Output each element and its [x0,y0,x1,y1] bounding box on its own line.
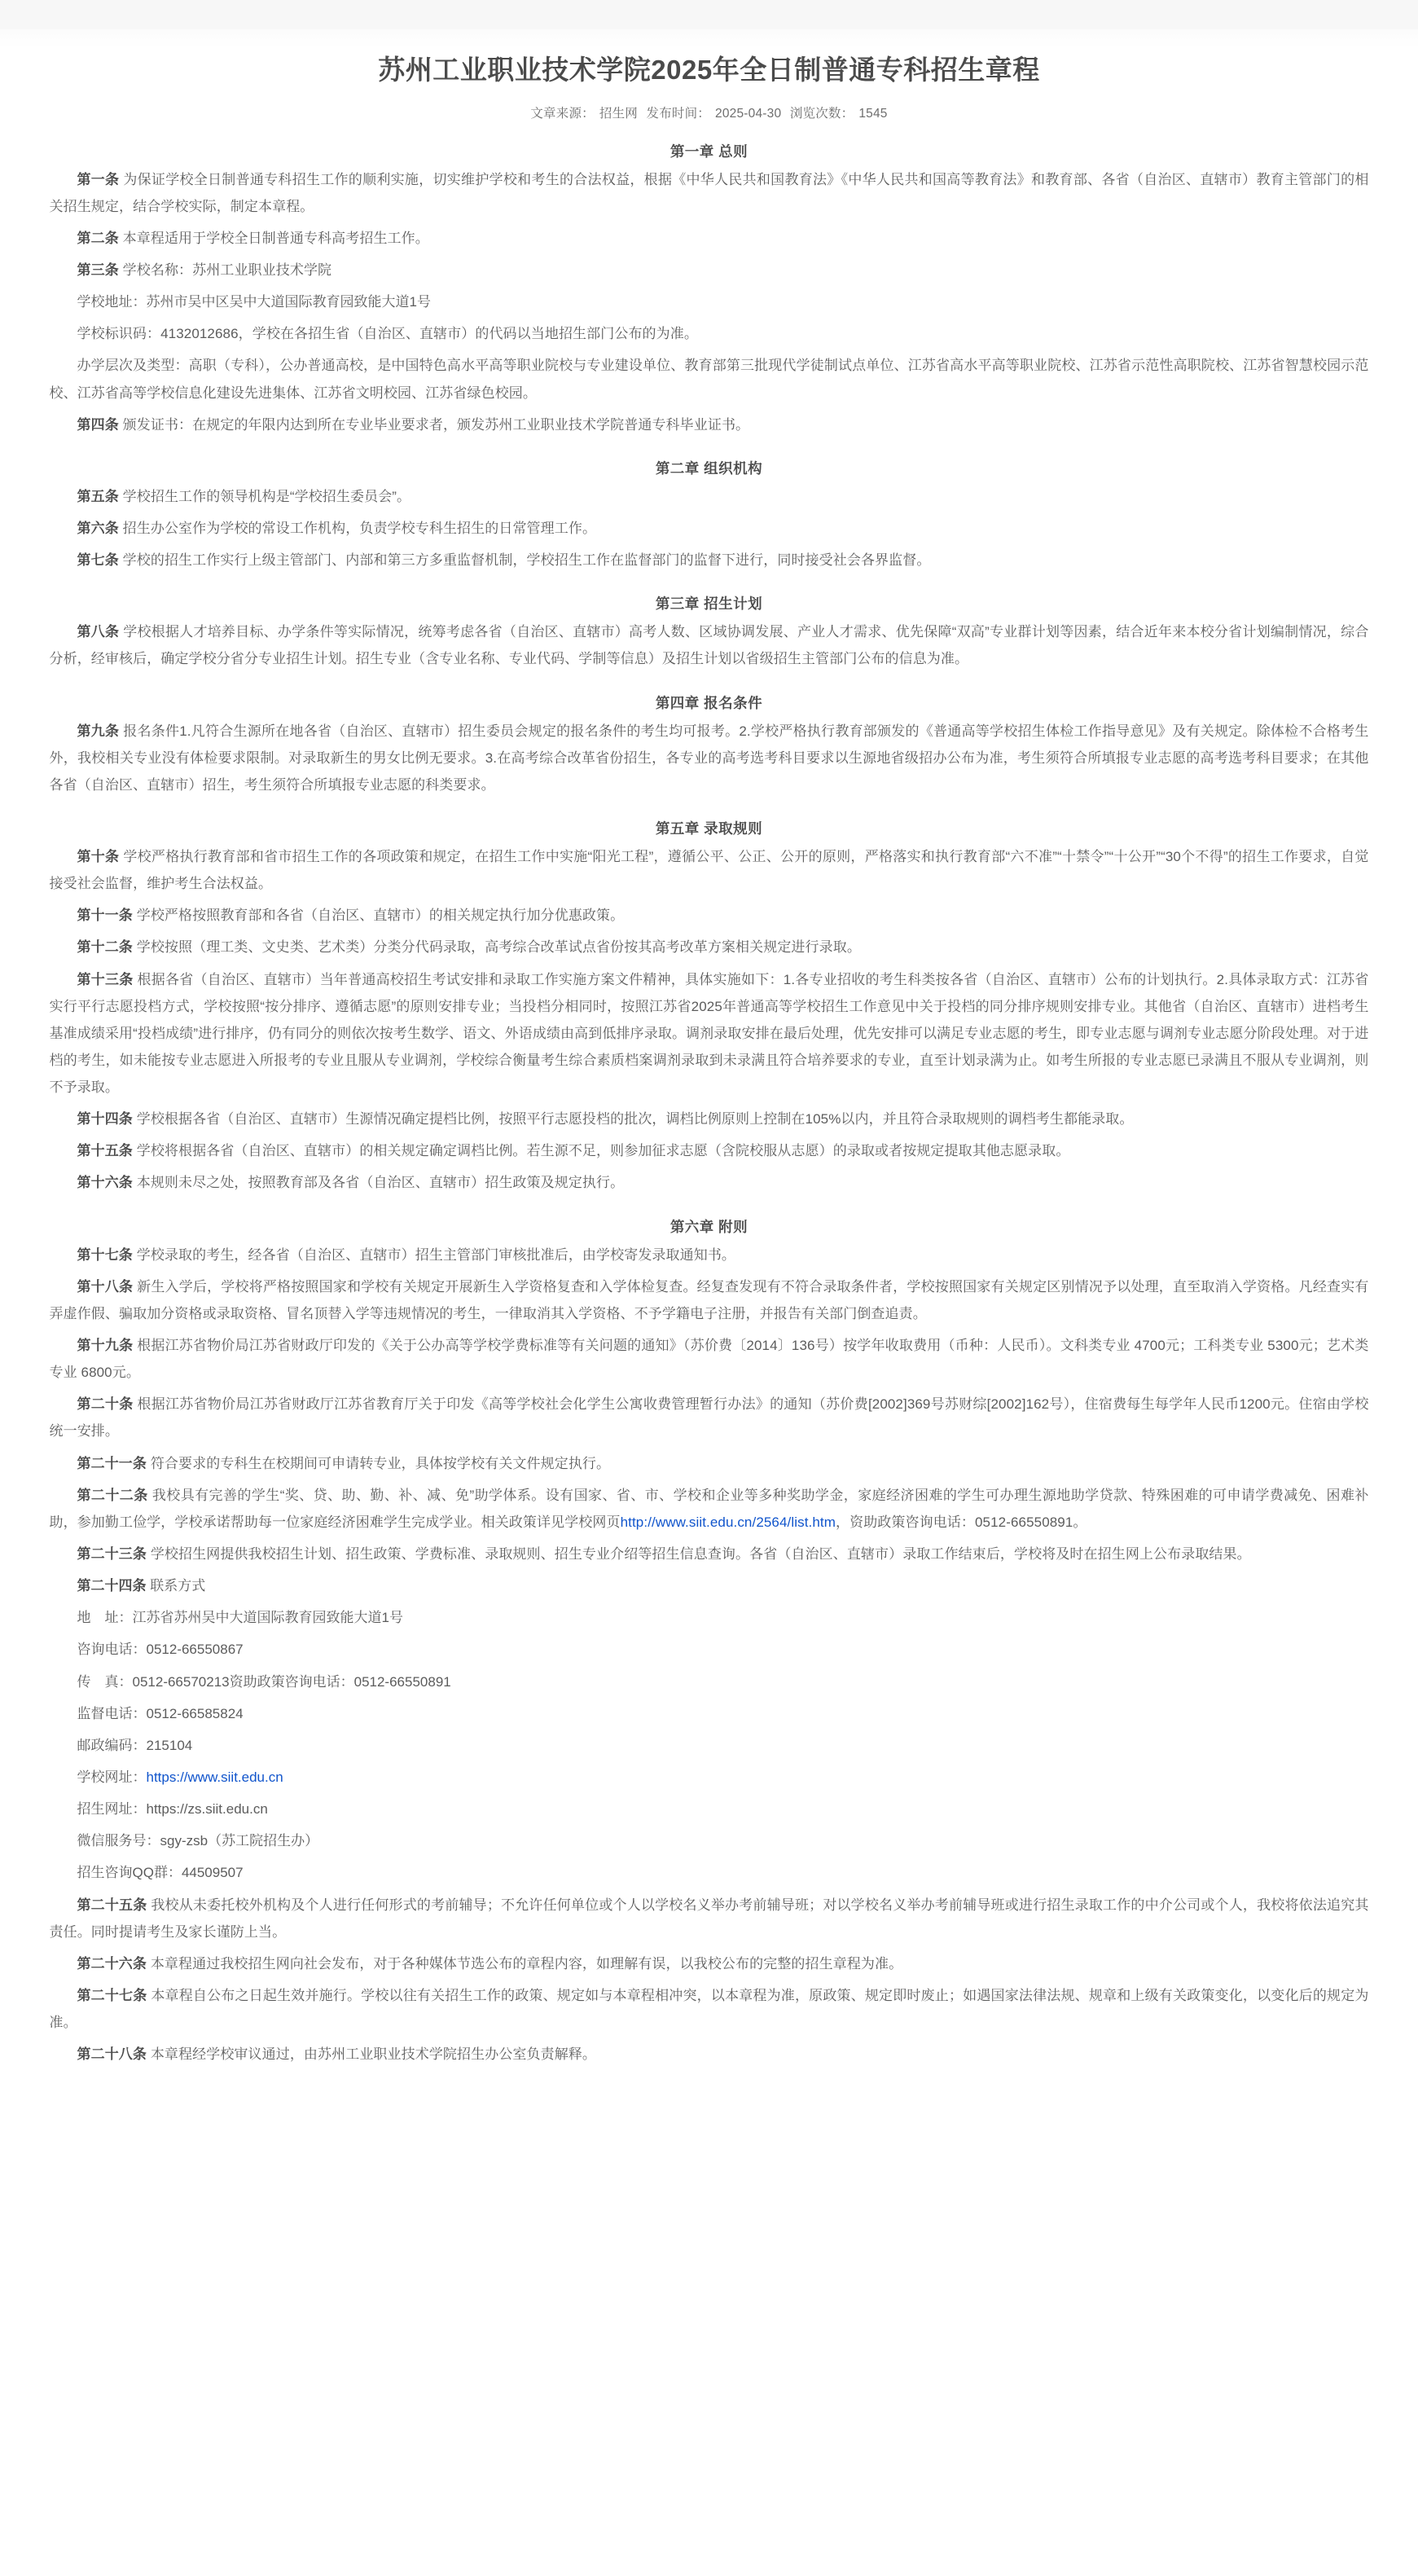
article-20-text: 根据江苏省物价局江苏省财政厅江苏省教育厅关于印发《高等学校社会化学生公寓收费管理暂行办法》的通知（苏价费[2002]369号苏财综[2002]162号），住宿费每生每学年人民币1200元。住宿由学校统一安排。 [49,1396,1369,1440]
article-1 [50,166,1369,220]
article-19-label: 第十九条 [77,1338,134,1354]
article-8-label: 第八条 [77,624,120,640]
article-10-text: 学校严格执行教育部和省市招生工作的各项政策和规定，在招生工作中实施“阳光工程”，遵循公平、公正、公开的原则，严格落实和执行教育部“六不准”“十禁令”“十公开”“30个不得”的招生工作要求，自觉接受社会监督，维护考生合法权益。 [49,848,1369,892]
school-address-line: 学校地址：苏州市吴中区吴中大道国际教育园致能大道1号 [77,294,431,310]
meta-published-label: 发布时间： [646,106,711,121]
financial-aid-policy-link[interactable]: http://www.siit.edu.cn/2564/list.htm [620,1514,836,1530]
article-11-label: 第十一条 [77,908,133,924]
school-code-line: 学校标识码：4132012686，学校在各招生省（自治区、直辖市）的代码以当地招生部门公布的为准。 [77,326,698,342]
page-title: 苏州工业职业技术学院2025年全日制普通专科招生章程 [378,55,1040,85]
article-18-text: 新生入学后，学校将严格按照国家和学校有关规定开展新生入学资格复查和入学体检复查。经复查发现有不符合录取条件者，学校按照国家有关规定区别情况予以处理，直至取消入学资格。凡经查实有弄虚作假、骗取加分资格或录取资格、冒名顶替入学等违规情况的考生，一律取消其入学资格、不予学籍电子注册，并报告有关部门倒查追责。 [49,1278,1369,1321]
article-17 [50,1242,1369,1268]
article-22-text-part-2: ，资助政策咨询电话：0512-66550891。 [836,1514,1087,1530]
meta-source-value: 招生网 [599,106,638,121]
article-15-label: 第十五条 [77,1143,133,1159]
article-10-label: 第十条 [77,848,120,864]
article-7-text: 学校的招生工作实行上级主管部门、内部和第三方多重监督机制，学校招生工作在监督部门的监督下进行，同时接受社会各界监督。 [122,552,931,569]
chapter-heading-2: 第二章 组织机构 [655,459,763,477]
article-26-label: 第二十六条 [77,1955,147,1972]
chapter-heading-3: 第三章 招生计划 [655,596,763,613]
contact-qq-group: 招生咨询QQ群：44509507 [77,1865,244,1881]
article-28-label: 第二十八条 [77,2046,147,2063]
article-13-text: 根据各省（自治区、直辖市）当年普通高校招生考试安排和录取工作实施方案文件精神，具体实施如下：1.各专业招收的考生科类按各省（自治区、直辖市）公布的计划执行。2.具体录取方式：江苏省实行平行志愿投档方式，学校按照“按分排序、遵循志愿”的原则安排专业；当投档分相同时，按照江苏省2025年普通高等学校招生工作意见中关于投档的同分排序规则安排专业。其他省（自治区、直辖市）进档考生基准成绩采用“投档成绩”进行排序，仍有同分的则依次按考生数学、语文、外语成绩由高到低排序录取。调剂录取安排在最后处理，优先安排可以满足专业志愿的考生，即专业志愿与调剂专业志愿分阶段处理。对于进档的考生，如未能按专业志愿进入所报考的专业且服从专业调剂，学校综合衡量考生综合素质档案调剂录取到未录满且符合培养要求的专业，直至计划录满为止。如考生所报的专业志愿已录满且不服从专业调剂，则不予录取。 [49,971,1369,1096]
meta-views-label: 浏览次数： [789,106,854,121]
article-12-label: 第十二条 [77,939,133,956]
article-14-text: 学校根据各省（自治区、直辖市）生源情况确定提档比例，按照平行志愿投档的批次，调档比例原则上控制在105%以内，并且符合录取规则的调档考生都能录取。 [136,1111,1134,1128]
article-24-text: 联系方式 [150,1578,206,1594]
article-12-text: 学校按照（理工类、文史类、艺术类）分类分代码录取，高考综合改革试点省份按其高考改革方案相关规定进行录取。 [136,939,861,956]
article-9-text: 报名条件1.凡符合生源所在地各省（自治区、直辖市）招生委员会规定的报名条件的考生均可报考。2.学校严格执行教育部颁发的《普通高等学校招生体检工作指导意见》及有关规定。除体检不合格考生外，我校相关专业没有体检要求限制。对录取新生的男女比例无要求。3.在高考综合改革省份招生，各专业的高考选考科目要求以生源地省级招办公布为准，考生须符合所填报专业志愿的高考选考科目要求；在其他各省（自治区、直辖市）招生，考生须符合所填报专业志愿的科类要求。 [49,723,1369,793]
page-top-strip [0,0,1418,29]
article-26-text: 本章程通过我校招生网向社会发布，对于各种媒体节选公布的章程内容，如理解有误，以我校公布的完整的招生章程为准。 [150,1955,903,1972]
article-6 [50,515,1369,542]
meta-views-value: 1545 [858,106,888,121]
article-20 [50,1391,1369,1444]
article-22-label: 第二十二条 [77,1487,148,1503]
article-3 [50,257,1369,284]
article-19 [50,1332,1369,1386]
article-25-label: 第二十五条 [77,1897,147,1913]
article-17-label: 第十七条 [77,1246,133,1263]
chapter-heading-1: 第一章 总则 [669,143,749,160]
article-2-text: 本章程适用于学校全日制普通专科高考招生工作。 [122,230,429,246]
contact-supervise-tel: 监督电话：0512-66585824 [77,1705,244,1721]
article-18-label: 第十八条 [77,1278,134,1295]
meta-published-value: 2025-04-30 [715,106,782,121]
article-28 [50,2041,1369,2068]
article-5 [50,483,1369,510]
article-11-text: 学校严格按照教育部和各省（自治区、直辖市）的相关规定执行加分优惠政策。 [136,908,625,924]
article-2 [50,225,1369,252]
article-14-label: 第十四条 [77,1111,133,1128]
article-19-text: 根据江苏省物价局江苏省财政厅印发的《关于公办高等学校学费标准等有关问题的通知》（苏价费〔2014〕136号）按学年收取费用（币种：人民币）。文科类专业 4700元；工科类专业 5300元；艺术类专业 6800元。 [49,1338,1369,1381]
article-6-label: 第六条 [77,520,119,536]
article-4 [50,411,1369,438]
article-2-label: 第二条 [77,230,119,246]
article-25 [50,1892,1369,1945]
article-9 [50,718,1369,798]
article-16-text: 本规则未尽之处，按照教育部及各省（自治区、直辖市）招生政策及规定执行。 [136,1175,625,1191]
article-8 [50,618,1369,672]
article-16-label: 第十六条 [77,1175,133,1191]
article-1-text: 为保证学校全日制普通专科招生工作的顺利实施，切实维护学校和考生的合法权益，根据《中华人民共和国教育法》《中华人民共和国高等教育法》和教育部、各省（自治区、直辖市）教育主管部门的相关招生规定，结合学校实际，制定本章程。 [49,171,1369,214]
article-24-label: 第二十四条 [77,1578,147,1594]
article-7 [50,547,1369,574]
article-5-label: 第五条 [77,488,119,504]
article-28-text: 本章程经学校审议通过，由苏州工业职业技术学院招生办公室负责解释。 [150,2046,597,2063]
article-16 [50,1169,1369,1196]
contact-school-website [50,1764,1369,1791]
contact-postcode: 邮政编码：215104 [77,1737,193,1753]
school-level-line: 办学层次及类型：高职（专科），公办普通高校，是中国特色高水平高等职业院校与专业建设单位、教育部第三批现代学徒制试点单位、江苏省高水平高等职业院校、江苏省示范性高职院校、江苏省智慧校园示范校、江苏省高等学校信息化建设先进集体、江苏省文明校园、江苏省绿色校园。 [49,358,1369,401]
article-3-text: 学校名称：苏州工业职业技术学院 [122,262,332,278]
article-18 [50,1273,1369,1327]
article-5-text: 学校招生工作的领导机构是“学校招生委员会”。 [122,488,411,504]
article-21-text: 符合要求的专科生在校期间可申请转专业，具体按学校有关文件规定执行。 [150,1455,611,1471]
meta-source-label: 文章来源： [530,106,595,121]
article-17-text: 学校录取的考生，经各省（自治区、直辖市）招生主管部门审核批准后，由学校寄发录取通知书。 [136,1246,736,1263]
contact-wechat: 微信服务号：sgy-zsb（苏工院招生办） [77,1833,319,1849]
school-website-label: 学校网址： [77,1769,147,1786]
article-25-text: 我校从未委托校外机构及个人进行任何形式的考前辅导；不允许任何单位或个人以学校名义举办考前辅导班；对以学校名义举办考前辅导班或进行招生录取工作的中介公司或个人，我校将依法追究其责任。同时提请考生及家长谨防上当。 [49,1897,1369,1940]
article-11 [50,902,1369,929]
article-8-text: 学校根据人才培养目标、办学条件等实际情况，统筹考虑各省（自治区、直辖市）高考人数、区域协调发展、产业人才需求、优先保障“双高”专业群计划等因素，结合近年来本校分省计划编制情况，综合分析，经审核后，确定学校分省分专业招生计划。招生专业（含专业名称、专业代码、学制等信息）及招生计划以省级招生主管部门公布的信息为准。 [49,624,1369,667]
article-26 [50,1950,1369,1977]
article-22 [50,1482,1369,1536]
article-9-label: 第九条 [77,723,120,739]
article-6-text: 招生办公室作为学校的常设工作机构，负责学校专科生招生的日常管理工作。 [122,520,597,536]
article-27-text: 本章程自公布之日起生效并施行。学校以往有关招生工作的政策、规定如与本章程相冲突，以本章程为准，原政策、规定即时废止；如遇国家法律法规、规章和上级有关政策变化，以变化后的规定为准。 [49,1988,1369,2031]
article-27 [50,1982,1369,2036]
contact-admissions-website: 招生网址：https://zs.siit.edu.cn [77,1801,268,1818]
article-10 [50,843,1369,897]
school-website-link[interactable]: https://www.siit.edu.cn [146,1769,283,1786]
article-21 [50,1450,1369,1477]
article-13-label: 第十三条 [77,971,134,987]
contact-consult-tel: 咨询电话：0512-66550867 [77,1642,244,1658]
article-23-label: 第二十三条 [77,1546,147,1563]
article-20-label: 第二十条 [77,1396,134,1413]
article-14 [50,1106,1369,1132]
article-15 [50,1137,1369,1164]
chapter-heading-5: 第五章 录取规则 [655,820,763,837]
article-23 [50,1541,1369,1567]
chapter-heading-6: 第六章 附则 [669,1218,749,1235]
article-15-text: 学校将根据各省（自治区、直辖市）的相关规定确定调档比例。若生源不足，则参加征求志愿（含院校服从志愿）的录取或者按规定提取其他志愿录取。 [136,1143,1070,1159]
article-21-label: 第二十一条 [77,1455,147,1471]
document-body [33,52,1385,2068]
article-7-label: 第七条 [77,552,119,569]
article-22-text-part-1: 我校具有完善的学生“奖、贷、助、勤、补、减、免”助学体系。设有国家、省、市、学校和企业等多种奖助学金，家庭经济困难的学生可办理生源地助学贷款、特殊困难的可申请学费减免、困难补助，参加勤工俭学，学校承诺帮助每一位家庭经济困难学生完成学业。相关政策详见学校网页 [49,1487,1369,1530]
chapter-heading-4: 第四章 报名条件 [655,694,763,711]
contact-address: 地 址：江苏省苏州吴中大道国际教育园致能大道1号 [77,1610,403,1626]
article-23-text: 学校招生网提供我校招生计划、招生政策、学费标准、录取规则、招生专业介绍等招生信息查询。各省（自治区、直辖市）录取工作结束后，学校将及时在招生网上公布录取结果。 [150,1546,1251,1563]
article-27-label: 第二十七条 [77,1988,147,2003]
article-24 [50,1572,1369,1599]
article-13 [50,966,1369,1101]
article-4-label: 第四条 [77,416,119,433]
article-12 [50,934,1369,961]
article-3-label: 第三条 [77,262,119,278]
article-1-label: 第一条 [77,171,120,187]
article-4-text: 颁发证书：在规定的年限内达到所在专业毕业要求者，颁发苏州工业职业技术学院普通专科毕业证书。 [122,416,750,433]
article-meta [50,103,1369,121]
contact-fax: 传 真：0512-66570213资助政策咨询电话：0512-66550891 [77,1673,451,1690]
